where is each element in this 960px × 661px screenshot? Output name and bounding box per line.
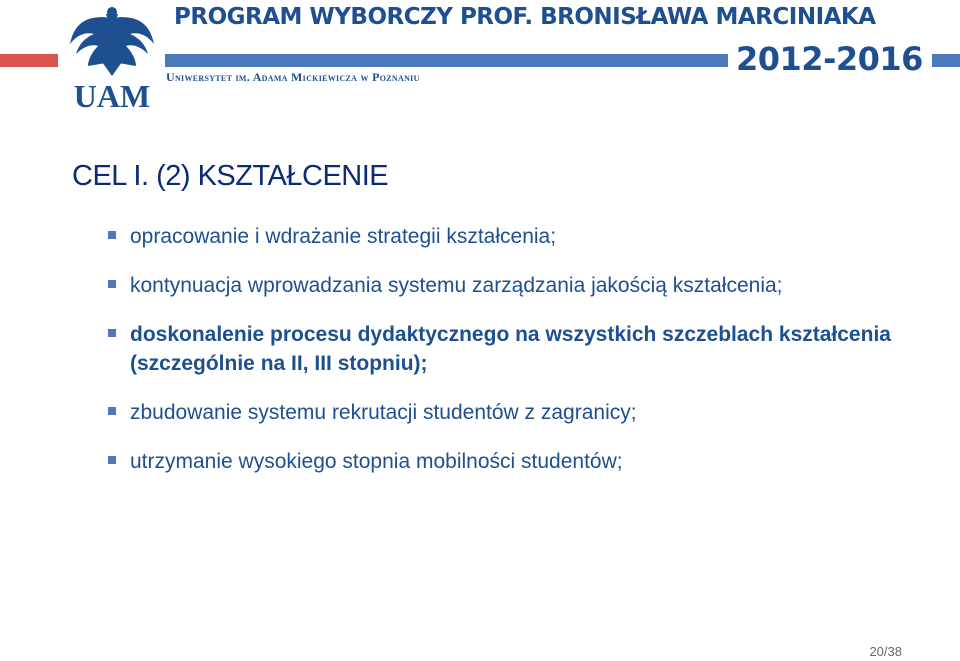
- list-item-text: opracowanie i wdrażanie strategii kształcenia;: [130, 225, 557, 248]
- university-name: Uniwersytet im. Adama Mickiewicza w Poznaniu: [166, 70, 420, 84]
- program-title: PROGRAM WYBORCZY PROF. BRONISŁAWA MARCINIAKA: [174, 4, 876, 30]
- square-bullet-icon: [108, 329, 116, 337]
- list-item-text: zbudowanie systemu rekrutacji studentów z zagranicy;: [130, 401, 637, 424]
- page-number: 20/38: [869, 644, 902, 659]
- list-item: [108, 271, 928, 300]
- goals-list: [108, 222, 928, 496]
- logo-text: UAM: [73, 78, 151, 112]
- list-item: [108, 398, 928, 427]
- list-item: [108, 222, 928, 251]
- square-bullet-icon: [108, 407, 116, 415]
- list-item-text: kontynuacja wprowadzania systemu zarządzania jakością kształcenia;: [130, 274, 783, 297]
- uam-eagle-logo-icon: [66, 4, 158, 112]
- section-heading: CEL I. (2) KSZTAŁCENIE: [72, 160, 389, 192]
- square-bullet-icon: [108, 456, 116, 464]
- list-item: [108, 447, 928, 476]
- list-item: [108, 320, 928, 378]
- term-years: 2012-2016: [736, 40, 923, 78]
- square-bullet-icon: [108, 231, 116, 239]
- list-item-text: doskonalenie procesu dydaktycznego na wszystkich szczeblach kształcenia (szczególnie na II, III stopniu);: [130, 323, 891, 375]
- decorative-red-bar: [0, 54, 58, 67]
- decorative-blue-bar: [165, 54, 728, 67]
- list-item-text: utrzymanie wysokiego stopnia mobilności studentów;: [130, 450, 623, 473]
- square-bullet-icon: [108, 280, 116, 288]
- decorative-blue-bar-right: [932, 54, 960, 67]
